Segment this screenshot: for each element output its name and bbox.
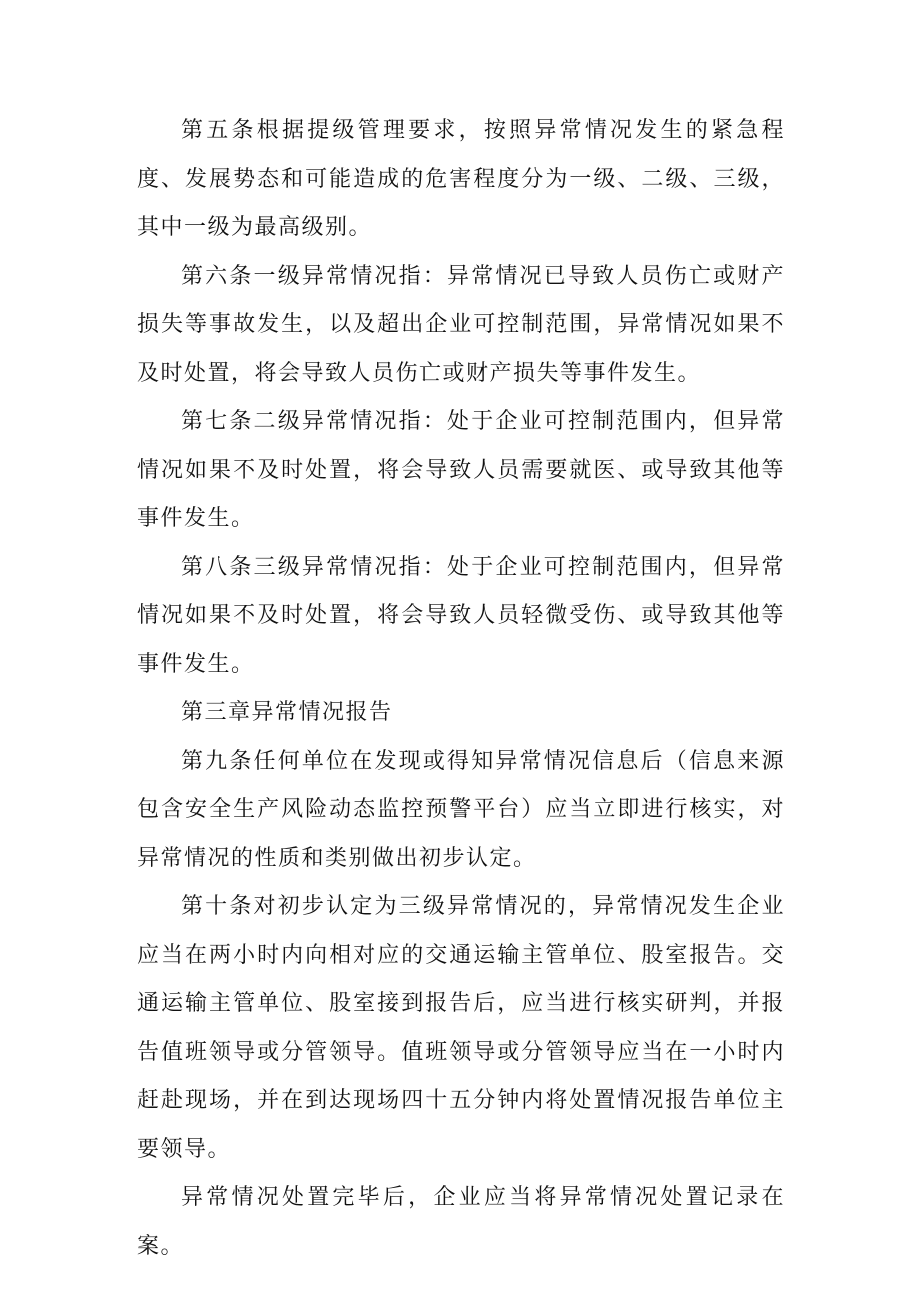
article-9-paragraph: 第九条任何单位在发现或得知异常情况信息后（信息来源包含安全生产风险动态监控预警平台）应当立即进行核实，对异常情况的性质和类别做出初步认定。 [137,748,785,871]
closing-paragraph: 异常情况处置完毕后，企业应当将异常情况处置记录在案。 [137,1185,785,1259]
article-8-paragraph: 第八条三级异常情况指：处于企业可控制范围内，但异常情况如果不及时处置，将会导致人员轻微受伤、或导致其他等事件发生。 [137,554,785,677]
article-7-paragraph: 第七条二级异常情况指：处于企业可控制范围内，但异常情况如果不及时处置，将会导致人员需要就医、或导致其他等事件发生。 [137,409,785,531]
chapter-3-heading: 第三章异常情况报告 [181,700,393,725]
article-5-paragraph: 第五条根据提级管理要求，按照异常情况发生的紧急程度、发展势态和可能造成的危害程度分为一级、二级、三级，其中一级为最高级别。 [137,118,785,240]
article-10-paragraph: 第十条对初步认定为三级异常情况的，异常情况发生企业应当在两小时内向相对应的交通运输主管单位、股室报告。交通运输主管单位、股室接到报告后，应当进行核实研判，并报告值班领导或分管领导。值班领导或分管领导应当在一小时内赶赴现场，并在到达现场四十五分钟内将处置情况报告单位主要领导。 [137,894,785,1162]
article-6-paragraph: 第六条一级异常情况指：异常情况已导致人员伤亡或财产损失等事故发生，以及超出企业可控制范围，异常情况如果不及时处置，将会导致人员伤亡或财产损失等事件发生。 [137,263,785,386]
document-body [137,107,785,1271]
